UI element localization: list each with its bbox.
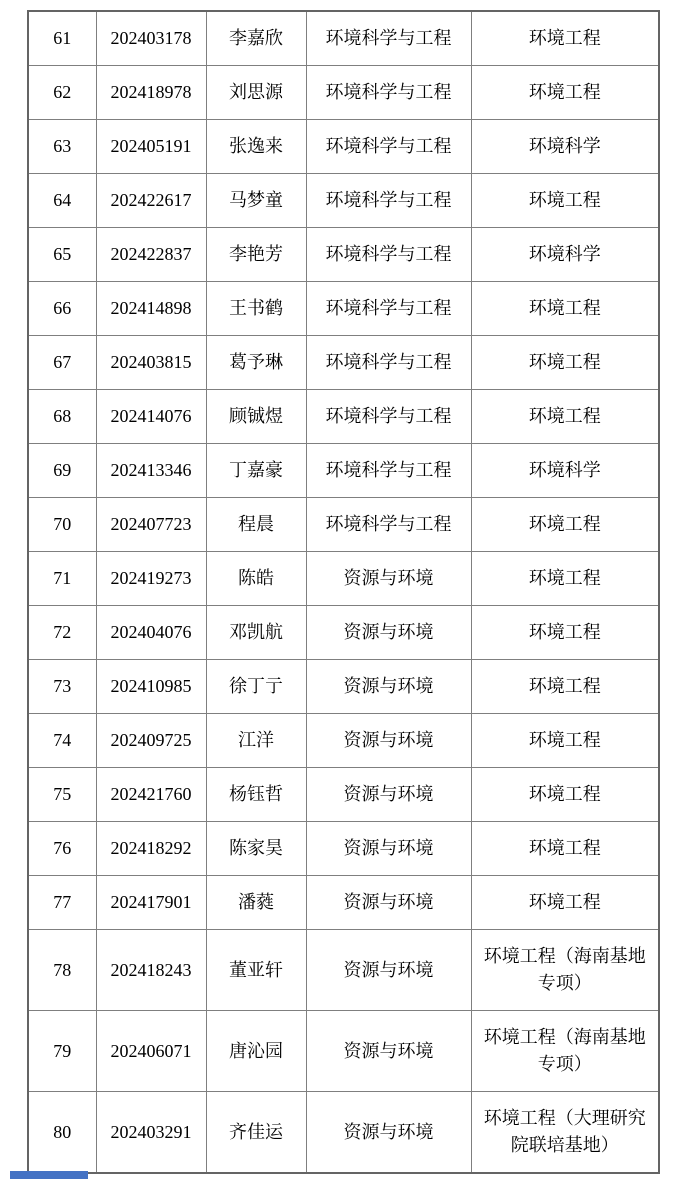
cell-name: 董亚轩 bbox=[206, 930, 306, 1011]
cell-student-id: 202414076 bbox=[96, 390, 206, 444]
cell-major: 环境科学与工程 bbox=[306, 120, 471, 174]
cell-major: 资源与环境 bbox=[306, 714, 471, 768]
table-row bbox=[28, 174, 659, 228]
cell-name: 刘思源 bbox=[206, 66, 306, 120]
cell-program: 环境工程 bbox=[471, 498, 659, 552]
cell-name: 李嘉欣 bbox=[206, 11, 306, 66]
cell-name: 程晨 bbox=[206, 498, 306, 552]
cell-program: 环境工程 bbox=[471, 768, 659, 822]
cell-student-id: 202406071 bbox=[96, 1011, 206, 1092]
cell-index: 66 bbox=[28, 282, 96, 336]
cell-student-id: 202409725 bbox=[96, 714, 206, 768]
cell-index: 73 bbox=[28, 660, 96, 714]
cell-program: 环境工程 bbox=[471, 11, 659, 66]
cell-major: 环境科学与工程 bbox=[306, 444, 471, 498]
cell-major: 环境科学与工程 bbox=[306, 228, 471, 282]
cell-student-id: 202422617 bbox=[96, 174, 206, 228]
table-row bbox=[28, 876, 659, 930]
cell-program: 环境科学 bbox=[471, 444, 659, 498]
partial-blue-bar bbox=[10, 1171, 88, 1179]
cell-index: 69 bbox=[28, 444, 96, 498]
cell-name: 顾铖煜 bbox=[206, 390, 306, 444]
table-row bbox=[28, 552, 659, 606]
cell-major: 环境科学与工程 bbox=[306, 390, 471, 444]
table-row bbox=[28, 66, 659, 120]
cell-name: 唐沁园 bbox=[206, 1011, 306, 1092]
table-row bbox=[28, 768, 659, 822]
cell-name: 潘蕤 bbox=[206, 876, 306, 930]
cell-name: 王书鹤 bbox=[206, 282, 306, 336]
cell-student-id: 202417901 bbox=[96, 876, 206, 930]
table-row bbox=[28, 606, 659, 660]
cell-major: 资源与环境 bbox=[306, 876, 471, 930]
cell-major: 资源与环境 bbox=[306, 552, 471, 606]
table-row bbox=[28, 390, 659, 444]
cell-index: 72 bbox=[28, 606, 96, 660]
cell-index: 71 bbox=[28, 552, 96, 606]
cell-student-id: 202413346 bbox=[96, 444, 206, 498]
cell-index: 75 bbox=[28, 768, 96, 822]
cell-program: 环境工程 bbox=[471, 714, 659, 768]
cell-name: 葛予琳 bbox=[206, 336, 306, 390]
cell-program: 环境工程 bbox=[471, 606, 659, 660]
cell-name: 陈家昊 bbox=[206, 822, 306, 876]
cell-major: 资源与环境 bbox=[306, 1011, 471, 1092]
cell-index: 74 bbox=[28, 714, 96, 768]
cell-student-id: 202407723 bbox=[96, 498, 206, 552]
cell-index: 67 bbox=[28, 336, 96, 390]
cell-name: 马梦童 bbox=[206, 174, 306, 228]
table-row bbox=[28, 660, 659, 714]
cell-index: 77 bbox=[28, 876, 96, 930]
table-row bbox=[28, 228, 659, 282]
student-table-body bbox=[28, 11, 659, 1173]
cell-student-id: 202403815 bbox=[96, 336, 206, 390]
cell-index: 80 bbox=[28, 1092, 96, 1174]
cell-major: 环境科学与工程 bbox=[306, 66, 471, 120]
cell-program: 环境工程 bbox=[471, 390, 659, 444]
cell-program: 环境科学 bbox=[471, 228, 659, 282]
table-row bbox=[28, 1092, 659, 1174]
cell-index: 61 bbox=[28, 11, 96, 66]
cell-name: 陈皓 bbox=[206, 552, 306, 606]
cell-major: 资源与环境 bbox=[306, 822, 471, 876]
cell-student-id: 202405191 bbox=[96, 120, 206, 174]
cell-name: 张逸来 bbox=[206, 120, 306, 174]
cell-major: 资源与环境 bbox=[306, 660, 471, 714]
cell-program: 环境工程 bbox=[471, 552, 659, 606]
table-row bbox=[28, 120, 659, 174]
table-row bbox=[28, 714, 659, 768]
cell-program: 环境工程 bbox=[471, 282, 659, 336]
cell-index: 65 bbox=[28, 228, 96, 282]
cell-name: 江洋 bbox=[206, 714, 306, 768]
cell-student-id: 202419273 bbox=[96, 552, 206, 606]
table-row bbox=[28, 1011, 659, 1092]
cell-student-id: 202418292 bbox=[96, 822, 206, 876]
cell-index: 70 bbox=[28, 498, 96, 552]
document-page bbox=[27, 10, 660, 1174]
cell-student-id: 202418243 bbox=[96, 930, 206, 1011]
table-row bbox=[28, 822, 659, 876]
cell-major: 资源与环境 bbox=[306, 768, 471, 822]
table-row bbox=[28, 282, 659, 336]
cell-program: 环境工程（大理研究院联培基地） bbox=[471, 1092, 659, 1174]
cell-name: 丁嘉豪 bbox=[206, 444, 306, 498]
cell-student-id: 202418978 bbox=[96, 66, 206, 120]
student-table bbox=[27, 10, 660, 1174]
cell-index: 79 bbox=[28, 1011, 96, 1092]
cell-program: 环境科学 bbox=[471, 120, 659, 174]
table-row bbox=[28, 498, 659, 552]
cell-student-id: 202403291 bbox=[96, 1092, 206, 1174]
cell-index: 68 bbox=[28, 390, 96, 444]
cell-name: 徐丁亍 bbox=[206, 660, 306, 714]
cell-program: 环境工程 bbox=[471, 336, 659, 390]
cell-program: 环境工程 bbox=[471, 66, 659, 120]
cell-major: 环境科学与工程 bbox=[306, 174, 471, 228]
table-row bbox=[28, 11, 659, 66]
cell-student-id: 202403178 bbox=[96, 11, 206, 66]
cell-index: 64 bbox=[28, 174, 96, 228]
cell-major: 环境科学与工程 bbox=[306, 282, 471, 336]
cell-program: 环境工程 bbox=[471, 174, 659, 228]
cell-name: 杨钰哲 bbox=[206, 768, 306, 822]
cell-index: 63 bbox=[28, 120, 96, 174]
table-row bbox=[28, 444, 659, 498]
cell-student-id: 202414898 bbox=[96, 282, 206, 336]
cell-name: 邓凯航 bbox=[206, 606, 306, 660]
cell-index: 78 bbox=[28, 930, 96, 1011]
cell-program: 环境工程（海南基地专项） bbox=[471, 1011, 659, 1092]
cell-index: 76 bbox=[28, 822, 96, 876]
cell-major: 环境科学与工程 bbox=[306, 336, 471, 390]
cell-program: 环境工程 bbox=[471, 660, 659, 714]
cell-program: 环境工程（海南基地专项） bbox=[471, 930, 659, 1011]
cell-program: 环境工程 bbox=[471, 876, 659, 930]
cell-major: 环境科学与工程 bbox=[306, 498, 471, 552]
cell-major: 资源与环境 bbox=[306, 1092, 471, 1174]
cell-name: 齐佳运 bbox=[206, 1092, 306, 1174]
cell-program: 环境工程 bbox=[471, 822, 659, 876]
cell-major: 资源与环境 bbox=[306, 930, 471, 1011]
cell-index: 62 bbox=[28, 66, 96, 120]
cell-major: 环境科学与工程 bbox=[306, 11, 471, 66]
cell-student-id: 202410985 bbox=[96, 660, 206, 714]
cell-name: 李艳芳 bbox=[206, 228, 306, 282]
cell-student-id: 202422837 bbox=[96, 228, 206, 282]
cell-major: 资源与环境 bbox=[306, 606, 471, 660]
table-row bbox=[28, 930, 659, 1011]
cell-student-id: 202421760 bbox=[96, 768, 206, 822]
cell-student-id: 202404076 bbox=[96, 606, 206, 660]
table-row bbox=[28, 336, 659, 390]
